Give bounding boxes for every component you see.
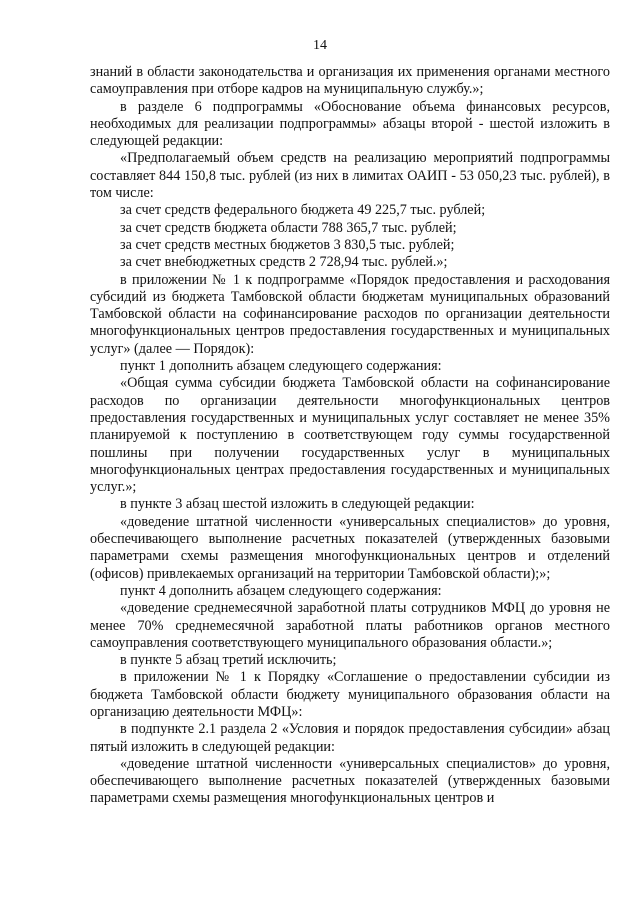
paragraph: за счет средств бюджета области 788 365,7 тыс. рублей; — [120, 219, 457, 236]
paragraph: «Общая сумма субсидии бюджета Тамбовской области на софинансирование расходов по организации деятельности многофункциональных центров предоставления государственных и муниципальных услуг составляет не менее 35% планируемой к поступлению в соответствующем году суммы государственной пошлины при получении государственных услуг в муниципальных многофункциональных центрах предоставления государственных и муниципальных услуг.»; — [90, 375, 610, 496]
paragraph: в приложении № 1 к Порядку «Соглашение о предоставлении субсидии из бюджета Тамбовской области бюджету муниципального образования области на организацию деятельности МФЦ»: — [90, 669, 610, 720]
paragraph: «доведение среднемесячной заработной платы сотрудников МФЦ до уровня не менее 70% среднемесячной заработной платы работников органов местного самоуправления соответствующего муниципального образования области.»; — [90, 600, 610, 651]
paragraph: в пункте 5 абзац третий исключить; — [120, 652, 337, 669]
paragraph: за счет внебюджетных средств 2 728,94 тыс. рублей.»; — [120, 254, 448, 271]
paragraph: «доведение штатной численности «универсальных специалистов» до уровня, обеспечивающего выполнение расчетных показателей (утвержденных базовыми параметрами схемы размещения многофункциональных центров и отделений (офисов) привлекаемых организаций на территории Тамбовской области);»; — [90, 513, 610, 582]
paragraph: в пункте 3 абзац шестой изложить в следующей редакции: — [120, 496, 475, 513]
paragraph: «доведение штатной численности «универсальных специалистов» до уровня, обеспечивающего выполнение расчетных показателей (утвержденных базовыми параметрами схемы размещения многофункциональных центров и — [90, 755, 610, 807]
paragraph: «Предполагаемый объем средств на реализацию мероприятий подпрограммы составляет 844 150,8 тыс. рублей (из них в лимитах ОАИП - 53 050,23 тыс. рублей), в том числе: — [90, 150, 610, 202]
paragraph: за счет средств местных бюджетов 3 830,5 тыс. рублей; — [120, 236, 455, 253]
document-body — [90, 64, 610, 808]
page-number: 14 — [313, 38, 327, 53]
paragraph: в приложении № 1 к подпрограмме «Порядок предоставления и расходования субсидий из бюджета Тамбовской области бюджетам муниципальных образований Тамбовской области на софинансирование расходов по организации деятельности многофункциональных центров предоставления государственных и муниципальных услуг» (далее — Порядок): — [90, 271, 610, 357]
paragraph: в подпункте 2.1 раздела 2 «Условия и порядок предоставления субсидии» абзац пятый изложить в следующей редакции: — [90, 721, 610, 755]
paragraph: пункт 4 дополнить абзацем следующего содержания: — [120, 582, 442, 599]
paragraph: знаний в области законодательства и организация их применения органами местного самоуправления при отборе кадров на муниципальную службу.»; — [90, 64, 610, 98]
paragraph: за счет средств федерального бюджета 49 225,7 тыс. рублей; — [120, 202, 486, 219]
paragraph: пункт 1 дополнить абзацем следующего содержания: — [120, 358, 442, 375]
paragraph: в разделе 6 подпрограммы «Обоснование объема финансовых ресурсов, необходимых для реализации подпрограммы» абзацы второй - шестой изложить в следующей редакции: — [90, 98, 610, 150]
